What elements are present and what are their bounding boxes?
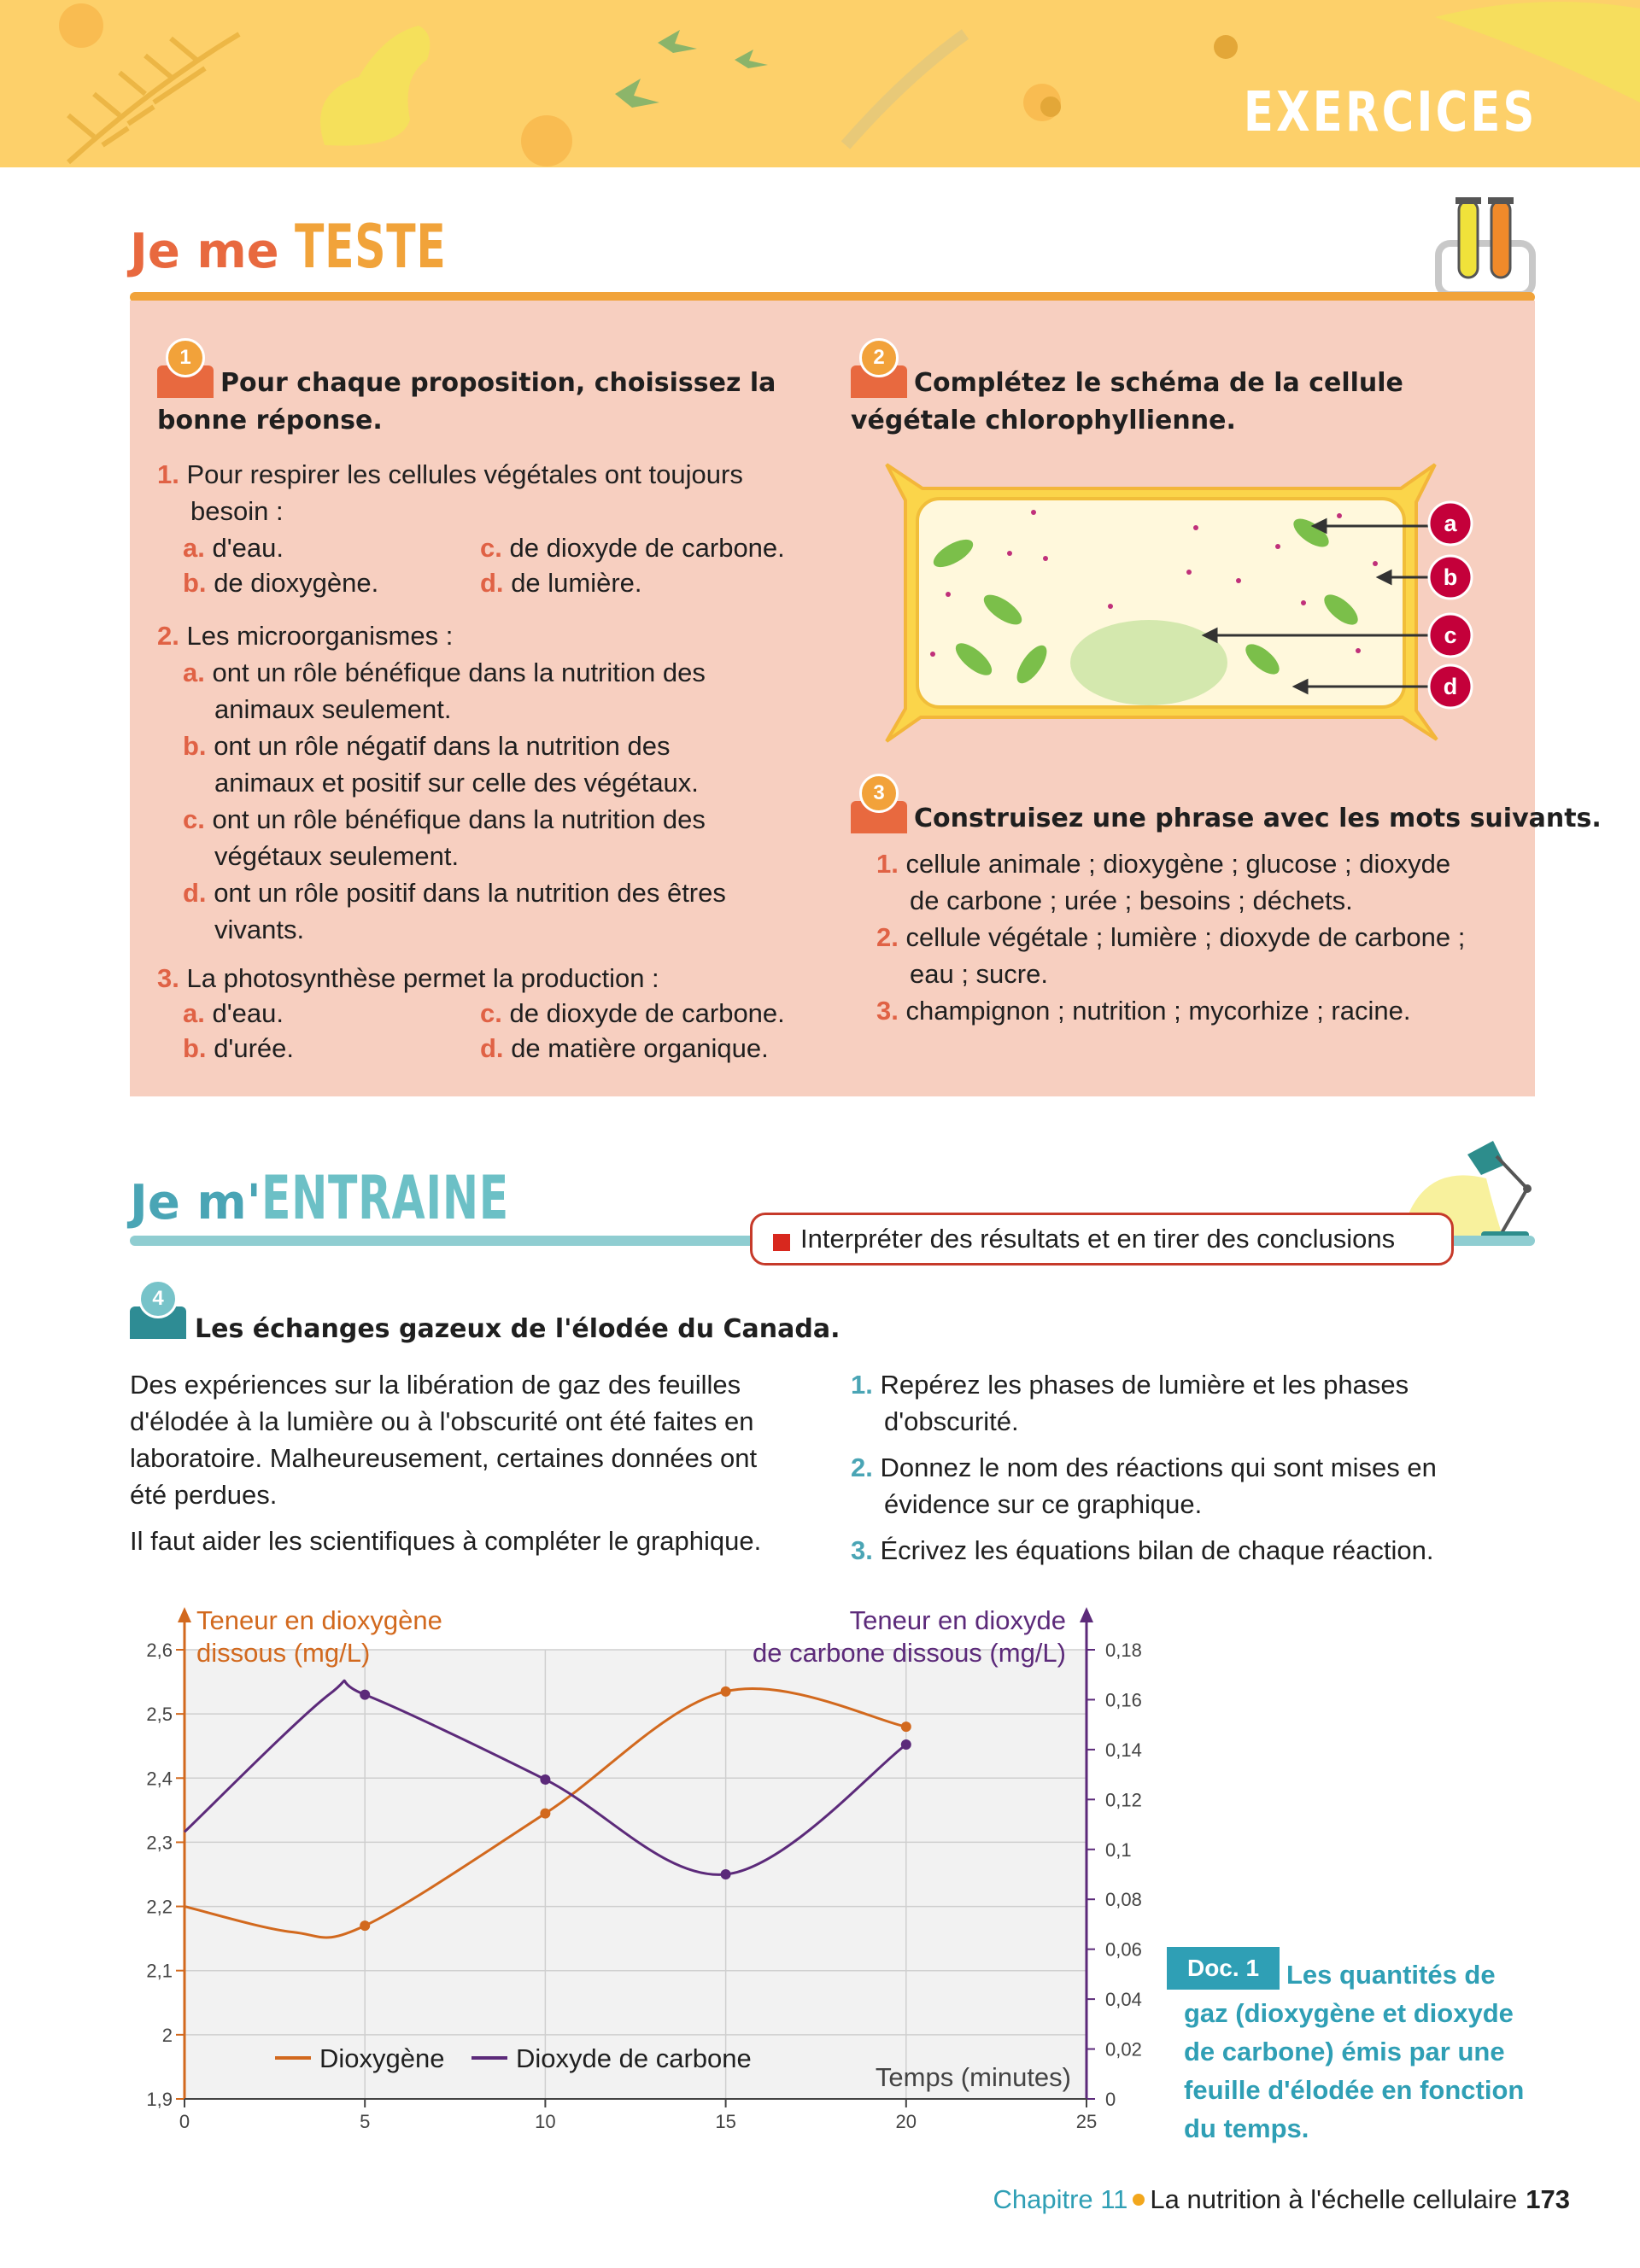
legend-label-dioxygen: Dioxygène bbox=[319, 2043, 445, 2073]
ex1-q1-option-d: d. de lumière. bbox=[480, 568, 642, 598]
ex1-q2-option-c: c. ont un rôle bénéfique dans la nutrition des bbox=[183, 804, 706, 834]
test-title-big: TESTE bbox=[295, 212, 447, 282]
ex3-item-3: 3. champignon ; nutrition ; mycorhize ; racine. bbox=[876, 996, 1411, 1026]
y-left-tick-label: 1,9 bbox=[146, 2089, 173, 2110]
ex3-item-1: 1. cellule animale ; dioxygène ; glucose ; dioxyde bbox=[876, 849, 1451, 879]
ex1-q3-option-b: b. d'urée. bbox=[183, 1033, 295, 1063]
exercise-3-title: Construisez une phrase avec les mots suivants. bbox=[914, 804, 1602, 833]
ex1-q1: 1. Pour respirer les cellules végétales ont toujours bbox=[157, 459, 743, 489]
y-axis-right-label-line-1: Teneur en dioxyde bbox=[849, 1605, 1066, 1635]
x-tick-label: 20 bbox=[895, 2111, 917, 2132]
data-point-co2 bbox=[901, 1739, 911, 1750]
ex4-intro-last: Il faut aider les scientifiques à compléter le graphique. bbox=[130, 1526, 762, 1556]
y-right-tick-label: 0 bbox=[1105, 2089, 1116, 2110]
ex4-question-1: 1. Repérez les phases de lumière et les phases bbox=[851, 1370, 1409, 1400]
exercise-4-title: Les échanges gazeux de l'élodée du Canada. bbox=[195, 1314, 840, 1344]
ex1-q3-option-c: c. de dioxyde de carbone. bbox=[480, 998, 785, 1028]
y-right-tick-label: 0,16 bbox=[1105, 1689, 1142, 1711]
ex1-q1-line2: besoin : bbox=[190, 496, 284, 526]
ex1-q2-option-a: a. ont un rôle bénéfique dans la nutrition des bbox=[183, 658, 706, 687]
data-point-co2 bbox=[721, 1869, 731, 1879]
y-right-tick-label: 0,08 bbox=[1105, 1889, 1142, 1911]
header-banner bbox=[0, 0, 1640, 167]
doc-tag: Doc. 1 bbox=[1167, 1947, 1280, 1990]
svg-text:b: b bbox=[1443, 564, 1458, 590]
banner-title: EXERCICES bbox=[1244, 81, 1538, 144]
ex1-q2-option-d-line2: vivants. bbox=[214, 915, 305, 944]
ex4-question-3: 3. Écrivez les équations bilan de chaque réaction. bbox=[851, 1535, 1434, 1565]
data-point-dioxygen bbox=[360, 1920, 370, 1931]
svg-text:d: d bbox=[1443, 674, 1458, 699]
y-left-tick-label: 2,6 bbox=[146, 1640, 173, 1661]
ex4-intro-line-3: laboratoire. Malheureusement, certaines données ont bbox=[130, 1443, 758, 1473]
y-right-tick-label: 0,14 bbox=[1105, 1739, 1142, 1761]
y-right-tick-label: 0,18 bbox=[1105, 1640, 1142, 1661]
skill-label: Interpréter des résultats et en tirer des conclusions bbox=[800, 1224, 1396, 1254]
page-footer bbox=[993, 2184, 1570, 2215]
y-axis-right-arrow-icon bbox=[1080, 1607, 1093, 1622]
exercise-1-title: Pour chaque proposition, choisissez la bonne réponse. bbox=[157, 368, 776, 435]
data-point-dioxygen bbox=[721, 1686, 731, 1697]
ex1-q2-option-b: b. ont un rôle négatif dans la nutrition des bbox=[183, 731, 671, 761]
skill-square-icon bbox=[773, 1234, 790, 1251]
ex1-q2-option-a-line2: animaux seulement. bbox=[214, 694, 452, 724]
y-axis-left-label-line-2: dissous (mg/L) bbox=[196, 1638, 371, 1668]
test-title-prefix: Je me bbox=[130, 224, 279, 279]
exercise-3-badge: 3 bbox=[851, 789, 907, 833]
svg-text:c: c bbox=[1444, 623, 1457, 648]
doc-caption: Les quantités de gaz (dioxygène et dioxyde de carbone) émis par une feuille d'élodée en fonction du temps. bbox=[1184, 1960, 1525, 2143]
test-tubes-icon bbox=[1435, 192, 1538, 303]
footer-dot-icon bbox=[1133, 2194, 1145, 2206]
train-section-title bbox=[130, 1163, 606, 1233]
y-axis-left-label-line-1: Teneur en dioxygène bbox=[196, 1605, 442, 1635]
y-right-tick-label: 0,12 bbox=[1105, 1789, 1142, 1811]
data-point-dioxygen bbox=[540, 1809, 550, 1819]
ex4-question-1-line2: d'obscurité. bbox=[884, 1406, 1019, 1436]
page-number: 173 bbox=[1526, 2184, 1570, 2214]
y-right-tick-label: 0,06 bbox=[1105, 1938, 1142, 1961]
ex1-q2-option-c-line2: végétaux seulement. bbox=[214, 841, 460, 871]
ex1-q3-option-d: d. de matière organique. bbox=[480, 1033, 769, 1063]
ex3-item-2-line2: eau ; sucre. bbox=[910, 959, 1048, 989]
ex1-q3-option-a: a. d'eau. bbox=[183, 998, 284, 1028]
ex1-q3: 3. La photosynthèse permet la production : bbox=[157, 963, 659, 993]
ex3-item-2: 2. cellule végétale ; lumière ; dioxyde de carbone ; bbox=[876, 922, 1466, 952]
exercise-2-badge: 2 bbox=[851, 354, 907, 398]
y-axis-left-arrow-icon bbox=[178, 1607, 191, 1622]
legend-label-co2: Dioxyde de carbone bbox=[516, 2043, 752, 2073]
vacuole bbox=[1070, 620, 1227, 705]
train-title-prefix: Je m' bbox=[130, 1175, 261, 1230]
plot-area bbox=[184, 1650, 1086, 2099]
y-left-tick-label: 2,3 bbox=[146, 1832, 173, 1854]
train-title-big: ENTRAINE bbox=[261, 1163, 509, 1233]
footer-title: La nutrition à l'échelle cellulaire bbox=[1150, 2184, 1518, 2214]
y-right-tick-label: 0,1 bbox=[1105, 1838, 1132, 1861]
y-left-tick-label: 2,2 bbox=[146, 1896, 173, 1918]
ex1-q2-option-d: d. ont un rôle positif dans la nutrition des êtres bbox=[183, 878, 726, 908]
exercise-4-badge: 4 bbox=[130, 1295, 186, 1339]
svg-text:a: a bbox=[1444, 511, 1457, 536]
exercise-2-title: Complétez le schéma de la cellule végétale chlorophyllienne. bbox=[851, 368, 1403, 435]
ex4-intro-line-2: d'élodée à la lumière ou à l'obscurité ont été faites en bbox=[130, 1406, 754, 1436]
ex1-q1-option-a: a. d'eau. bbox=[183, 533, 284, 563]
ex4-question-2: 2. Donnez le nom des réactions qui sont mises en bbox=[851, 1453, 1437, 1482]
footer-chapter: Chapitre 11 bbox=[993, 2184, 1128, 2214]
x-tick-label: 10 bbox=[535, 2111, 556, 2132]
x-tick-label: 0 bbox=[179, 2111, 190, 2132]
ex3-item-1-line2: de carbone ; urée ; besoins ; déchets. bbox=[910, 886, 1353, 915]
y-right-tick-label: 0,04 bbox=[1105, 1989, 1142, 2011]
test-section-title bbox=[130, 212, 506, 282]
y-left-tick-label: 2,1 bbox=[146, 1960, 173, 1982]
data-point-co2 bbox=[540, 1774, 550, 1785]
ex4-question-2-line2: évidence sur ce graphique. bbox=[884, 1489, 1203, 1519]
ex4-intro-line-4: été perdues. bbox=[130, 1480, 278, 1510]
ex1-q2: 2. Les microorganismes : bbox=[157, 621, 454, 651]
y-axis-right-label-line-2: de carbone dissous (mg/L) bbox=[752, 1638, 1066, 1668]
y-left-tick-label: 2,5 bbox=[146, 1704, 173, 1726]
skill-tag bbox=[750, 1213, 1454, 1266]
ex1-q2-option-b-line2: animaux et positif sur celle des végétaux. bbox=[214, 768, 699, 798]
plant-cell-diagram bbox=[880, 461, 1495, 751]
data-point-dioxygen bbox=[901, 1721, 911, 1732]
ex4-intro-line-1: Des expériences sur la libération de gaz des feuilles bbox=[130, 1370, 741, 1400]
ex1-q1-option-b: b. de dioxygène. bbox=[183, 568, 379, 598]
ex1-q1-option-c: c. de dioxyde de carbone. bbox=[480, 533, 785, 563]
x-tick-label: 25 bbox=[1075, 2111, 1098, 2132]
x-tick-label: 5 bbox=[360, 2111, 371, 2132]
gas-exchange-chart bbox=[0, 1588, 1196, 2152]
y-left-tick-label: 2,4 bbox=[146, 1768, 173, 1790]
x-tick-label: 15 bbox=[715, 2111, 736, 2132]
data-point-co2 bbox=[360, 1690, 370, 1700]
exercise-1-badge: 1 bbox=[157, 354, 214, 398]
y-right-tick-label: 0,02 bbox=[1105, 2038, 1142, 2060]
x-axis-label: Temps (minutes) bbox=[875, 2062, 1071, 2092]
y-left-tick-label: 2 bbox=[161, 2024, 173, 2046]
